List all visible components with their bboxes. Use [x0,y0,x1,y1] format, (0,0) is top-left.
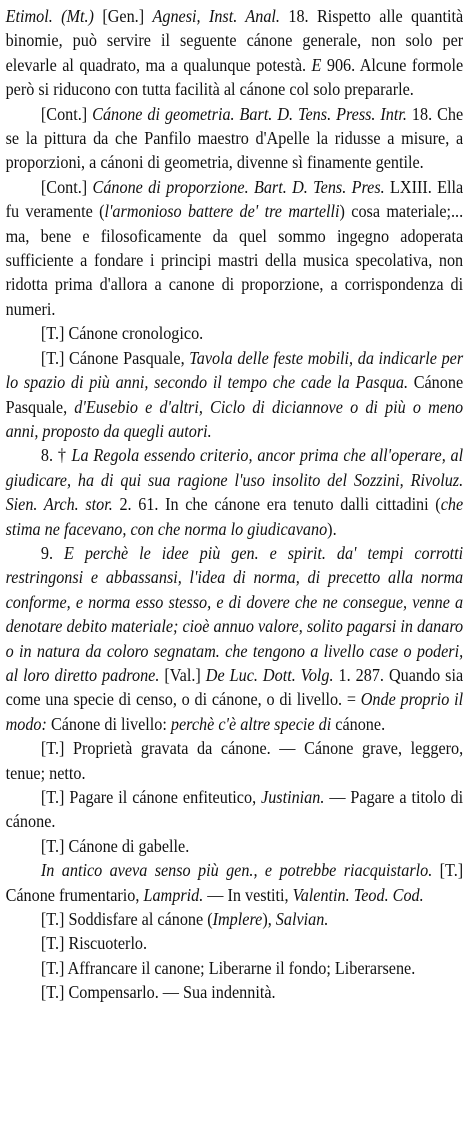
text-run: LXIII. Ella fu veramente ( [5,176,464,222]
italic-text-run: che stima ne facevano, con che norma lo giudicavano [5,494,464,539]
italic-text-run: Lamprid. [143,884,204,905]
text-run: — In vestiti, [203,884,293,905]
entry-paragraph [6,931,464,955]
entry-paragraph [6,858,464,907]
entry-paragraph [6,956,464,980]
italic-text-run: l'armonioso battere de' tre martelli [104,201,340,222]
italic-text-run: In antico aveva senso più gen., e potrebbe riacquistarlo. [40,860,433,881]
text-run: 18. Rispetto alle quantità binomie, può servire il seguente cánone generale, non solo per elevarle al quadrato, ma a qualunque potestà. [5,6,464,75]
entry-paragraph [6,102,464,175]
text-run: [Cont.] [40,103,93,124]
italic-text-run: De Luc. Dott. Volg. [205,664,334,685]
italic-text-run: Agnesi, Inst. Anal. [152,6,280,26]
text-run: ). [327,518,337,539]
text-run: [T.] Pagare il cánone enfiteutico, [40,787,262,807]
text-run: 906. Alcune formole però si riducono con tutta facilità al cánone col solo prepararle. [5,54,464,100]
entry-paragraph [6,443,464,541]
italic-text-run: d'Eusebio e d'altri, Ciclo di diciannove o di più o meno anni, proposto da quegli autori. [5,396,464,441]
italic-text-run: Implere [212,909,263,930]
entry-paragraph [6,980,464,1004]
text-run: [T.] Cánone cronologico. [40,323,204,344]
entry-paragraph [6,907,464,931]
italic-text-run: Cánone di geometria. Bart. D. Tens. Press. Intr. [92,103,407,124]
italic-text-run: Justinian. [261,787,325,807]
italic-text-run: La Regola essendo criterio, ancor prima che all'operare, al giudicare, ha di qui sua ragione l'uso insolito del Sozzini, Rivoluz. Sien. Arch. stor. [5,445,464,515]
text-run: [Gen.] [93,6,153,26]
italic-text-run: Cánone di proporzione. Bart. D. Tens. Pres. [92,176,385,197]
entry-paragraph [6,785,464,834]
italic-text-run: Salvian. [275,909,329,930]
text-run: 1. 287. Quando sia come una specie di censo, o di cánone, o di livello. = [5,664,464,710]
entry-paragraph [6,541,464,736]
entry-paragraph [6,736,464,785]
italic-text-run: E perchè le idee più gen. e spirit. da' tempi corrotti restringonsi e abbassansi, l'idea di norma, di precetto alla norma conforme, e norma esso stesso, e di dovere che ne consegue, venne a denotare debito materiale; cioè annuo valore, solito pagarsi in danaro o in natura da coloro segnatam. che tengono a livello case o poderi, al loro diretto padrone. [5,542,464,685]
text-run: cánone. [331,713,386,734]
text-run: [T.] Compensarlo. — Sua indennità. [40,982,276,1003]
text-run: 9. [40,542,64,563]
italic-text-run: Onde proprio il modo: [5,689,464,734]
text-run: Cánone di livello: [46,713,171,734]
entry-paragraph [6,346,464,444]
text-run: [T.] Soddisfare al cánone ( [40,909,213,930]
italic-text-run: E [311,54,322,75]
text-run: [T.] Affrancare il canone; Liberarne il fondo; Liberarsene. [40,957,416,978]
text-run: — Pagare a titolo di cánone. [5,787,464,832]
text-run: [T.] Cánone di gabelle. [40,835,190,856]
entry-paragraph [6,834,464,858]
entry-paragraph [6,175,464,321]
italic-text-run: Etimol. (Mt.) [5,6,94,26]
italic-text-run: Valentin. Teod. Cod. [292,884,424,905]
italic-text-run: Tavola delle feste mobili, da indicarle per lo spazio di più anni, secondo il tempo che cade la Pasqua. [5,347,464,393]
text-run: [Val.] [159,664,206,685]
text-run: [T.] Cánone Pasquale, [40,347,190,368]
text-run: ) cosa materiale;... ma, bene e filosoficamente da quel sommo ingegno adoperata sufficiente a fondare i principi mastri della musica specolativa, non ridotta prima d'allora a canone di proporzione, a corrispondenza di numeri. [5,201,464,319]
text-run: 18. Che se la pittura da che Panfilo maestro d'Apelle la ridusse a misure, a proporzioni, a cánoni di geometria, divenne sì finamente gentile. [5,103,464,173]
entry-paragraph [6,321,464,345]
text-run: [Cont.] [40,176,93,197]
text-run: [T.] Cánone frumentario, [5,860,464,905]
text-run: [T.] Proprietà gravata da cánone. — Cánone grave, leggero, tenue; netto. [5,738,464,783]
italic-text-run: perchè c'è altre specie di [170,713,332,734]
text-run: ), [262,909,276,930]
text-run: 8. † [40,445,72,466]
entry-paragraph [6,4,464,102]
text-run: [T.] Riscuoterlo. [40,933,148,954]
text-run: 2. 61. In che cánone era tenuto dalli cittadini ( [112,494,441,515]
text-run: Cánone Pasquale, [5,372,464,417]
